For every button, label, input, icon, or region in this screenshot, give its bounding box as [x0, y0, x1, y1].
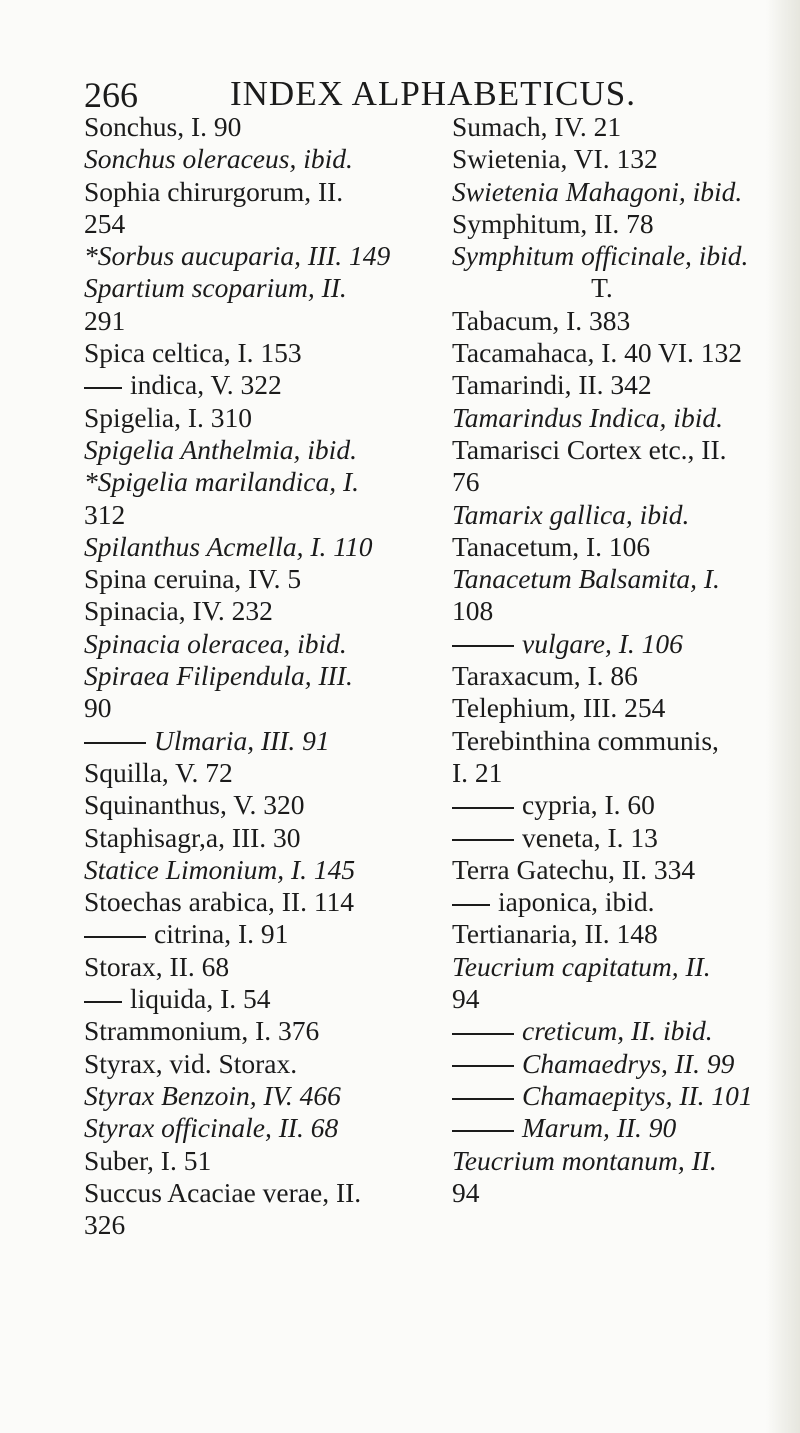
entry-text: 312: [84, 498, 126, 530]
index-entry: [84, 434, 464, 466]
entry-text: Spigelia, I. 310: [84, 401, 253, 433]
entry-text: cypria, I. 60: [522, 789, 655, 821]
entry-text: 90: [84, 692, 112, 724]
index-entry: [452, 531, 800, 563]
index-entry: [84, 531, 464, 563]
index-entry: [84, 1015, 464, 1047]
entry-text: Tanacetum, I. 106: [452, 530, 651, 562]
entry-text: Sophia chirurgorum, II.: [84, 175, 344, 207]
index-entry: [452, 692, 800, 724]
index-entry: [84, 143, 464, 175]
entry-text: Terebinthina communis,: [452, 724, 719, 756]
entry-text: Tamarisci Cortex etc., II.: [452, 433, 727, 465]
index-entry: [84, 660, 464, 692]
entry-text: 254: [84, 207, 126, 239]
index-entry: [452, 628, 800, 660]
entry-text: indica, V. 322: [130, 369, 282, 401]
index-entry: [84, 305, 464, 337]
entry-text: Chamaedrys, II. 99: [522, 1047, 735, 1079]
entry-text: Symphitum, II. 78: [452, 207, 654, 239]
index-entry: [452, 369, 800, 401]
entry-text: 94: [452, 1176, 480, 1208]
entry-text: Spinacia, IV. 232: [84, 595, 273, 627]
index-entry: [84, 1080, 464, 1112]
index-entry: [452, 1048, 800, 1080]
index-entry: [452, 1112, 800, 1144]
entry-text: Symphitum officinale, ibid.: [452, 240, 749, 272]
index-column-right: [452, 111, 800, 1209]
entry-text: *Spigelia marilandica, I.: [84, 466, 359, 498]
index-entry: [84, 595, 464, 627]
entry-text: Squilla, V. 72: [84, 756, 233, 788]
index-entry: [84, 272, 464, 304]
index-entry: [84, 692, 464, 724]
running-title: INDEX ALPHABETICUS.: [230, 74, 636, 113]
entry-text: Swietenia, VI. 132: [452, 143, 658, 175]
index-entry: [452, 660, 800, 692]
entry-text: Swietenia Mahagoni, ibid.: [452, 175, 743, 207]
entry-text: 326: [84, 1209, 126, 1241]
index-entry: [452, 886, 800, 918]
index-entry: [452, 725, 800, 757]
index-entry: [84, 240, 464, 272]
index-entry: [84, 369, 464, 401]
entry-text: Storax, II. 68: [84, 950, 230, 982]
entry-text: Spartium scoparium, II.: [84, 272, 347, 304]
index-entry: [452, 822, 800, 854]
entry-text: Ulmaria, III. 91: [154, 724, 330, 756]
entry-text: Spina ceruina, IV. 5: [84, 563, 302, 595]
index-entry: [84, 1209, 464, 1241]
entry-text: Sumach, IV. 21: [452, 111, 622, 142]
index-entry: [452, 305, 800, 337]
index-entry: [84, 1112, 464, 1144]
entry-text: I. 21: [452, 756, 503, 788]
entry-text: Teucrium capitatum, II.: [452, 950, 711, 982]
ditto-dash: [452, 904, 490, 906]
index-entry: [84, 1048, 464, 1080]
index-entry: [452, 951, 800, 983]
index-entry: [452, 111, 800, 143]
index-entry: [452, 595, 800, 627]
entry-text: Tamarindi, II. 342: [452, 369, 652, 401]
index-column-left: [84, 111, 464, 1241]
index-entry: [84, 208, 464, 240]
entry-text: Spilanthus Acmella, I. 110: [84, 530, 373, 562]
entry-text: Taraxacum, I. 86: [452, 660, 638, 692]
entry-text: Spiraea Filipendula, III.: [84, 660, 353, 692]
entry-text: Styrax officinale, II. 68: [84, 1112, 339, 1144]
ditto-dash: [452, 839, 514, 841]
index-entry: [84, 789, 464, 821]
index-entry: [84, 918, 464, 950]
entry-text: Spinacia oleracea, ibid.: [84, 627, 347, 659]
entry-text: Styrax, vid. Storax.: [84, 1047, 298, 1079]
page-header: [82, 74, 722, 114]
index-entry: [452, 337, 800, 369]
entry-text: vulgare, I. 106: [522, 627, 683, 659]
index-entry: [452, 499, 800, 531]
index-entry: [84, 499, 464, 531]
index-entry: [84, 563, 464, 595]
entry-text: citrina, I. 91: [154, 918, 289, 950]
entry-text: 291: [84, 304, 126, 336]
index-entry: [452, 240, 800, 272]
entry-text: iaponica, ibid.: [498, 886, 655, 918]
entry-text: Chamaepitys, II. 101: [522, 1079, 753, 1111]
ditto-dash: [84, 1001, 122, 1003]
page-number: 266: [84, 75, 138, 115]
entry-text: Teucrium montanum, II.: [452, 1144, 717, 1176]
entry-text: Styrax Benzoin, IV. 466: [84, 1079, 341, 1111]
entry-text: Staphisagr,a, III. 30: [84, 821, 301, 853]
index-entry: [452, 1080, 800, 1112]
entry-text: creticum, II. ibid.: [522, 1015, 713, 1047]
index-entry: [84, 886, 464, 918]
ditto-dash: [452, 1130, 514, 1132]
entry-text: 76: [452, 466, 480, 498]
index-entry: [452, 466, 800, 498]
ditto-dash: [84, 742, 146, 744]
index-entry: [452, 402, 800, 434]
entry-text: T.: [591, 272, 613, 304]
entry-text: Succus Acaciae verae, II.: [84, 1176, 362, 1208]
index-entry: [84, 176, 464, 208]
entry-text: Spica celtica, I. 153: [84, 337, 302, 369]
entry-text: veneta, I. 13: [522, 821, 658, 853]
index-entry: [84, 402, 464, 434]
index-entry: [452, 1177, 800, 1209]
index-entry: [452, 208, 800, 240]
entry-text: liquida, I. 54: [130, 983, 271, 1015]
ditto-dash: [452, 807, 514, 809]
ditto-dash: [452, 1033, 514, 1035]
entry-text: Tacamahaca, I. 40 VI. 132: [452, 337, 743, 369]
entry-text: Sonchus oleraceus, ibid.: [84, 143, 353, 175]
index-entry: [84, 628, 464, 660]
entry-text: Telephium, III. 254: [452, 692, 666, 724]
entry-text: Tertianaria, II. 148: [452, 918, 658, 950]
entry-text: 94: [452, 983, 480, 1015]
index-entry: [84, 1177, 464, 1209]
entry-text: Tabacum, I. 383: [452, 304, 631, 336]
index-entry: [84, 854, 464, 886]
index-entry: [452, 757, 800, 789]
index-entry: [452, 563, 800, 595]
ditto-dash: [452, 645, 514, 647]
index-entry: [452, 918, 800, 950]
entry-text: Terra Gatechu, II. 334: [452, 853, 696, 885]
entry-text: Tamarix gallica, ibid.: [452, 498, 690, 530]
index-entry: [452, 1145, 800, 1177]
entry-text: Stoechas arabica, II. 114: [84, 886, 355, 918]
index-entry: [84, 983, 464, 1015]
index-entry: [84, 466, 464, 498]
entry-text: Tamarindus Indica, ibid.: [452, 401, 723, 433]
entry-text: 108: [452, 595, 494, 627]
index-entry: [84, 111, 464, 143]
entry-text: Suber, I. 51: [84, 1144, 212, 1176]
index-entry: [452, 983, 800, 1015]
index-entry: [84, 951, 464, 983]
ditto-dash: [84, 387, 122, 389]
index-entry: [84, 725, 464, 757]
index-entry: [84, 757, 464, 789]
index-entry: [84, 1145, 464, 1177]
entry-text: Spigelia Anthelmia, ibid.: [84, 433, 357, 465]
ditto-dash: [452, 1098, 514, 1100]
entry-text: Sonchus, I. 90: [84, 111, 242, 142]
index-entry: [452, 854, 800, 886]
entry-text: Statice Limonium, I. 145: [84, 853, 356, 885]
entry-text: Marum, II. 90: [522, 1112, 677, 1144]
entry-text: Squinanthus, V. 320: [84, 789, 305, 821]
index-entry: [452, 1015, 800, 1047]
index-entry: [452, 176, 800, 208]
entry-text: Strammonium, I. 376: [84, 1015, 320, 1047]
index-entry: [452, 143, 800, 175]
index-entry: [84, 822, 464, 854]
section-letter: [452, 272, 752, 304]
index-entry: [84, 337, 464, 369]
ditto-dash: [84, 936, 146, 938]
ditto-dash: [452, 1065, 514, 1067]
entry-text: *Sorbus aucuparia, III. 149: [84, 240, 391, 272]
index-entry: [452, 434, 800, 466]
entry-text: Tanacetum Balsamita, I.: [452, 563, 720, 595]
index-entry: [452, 789, 800, 821]
